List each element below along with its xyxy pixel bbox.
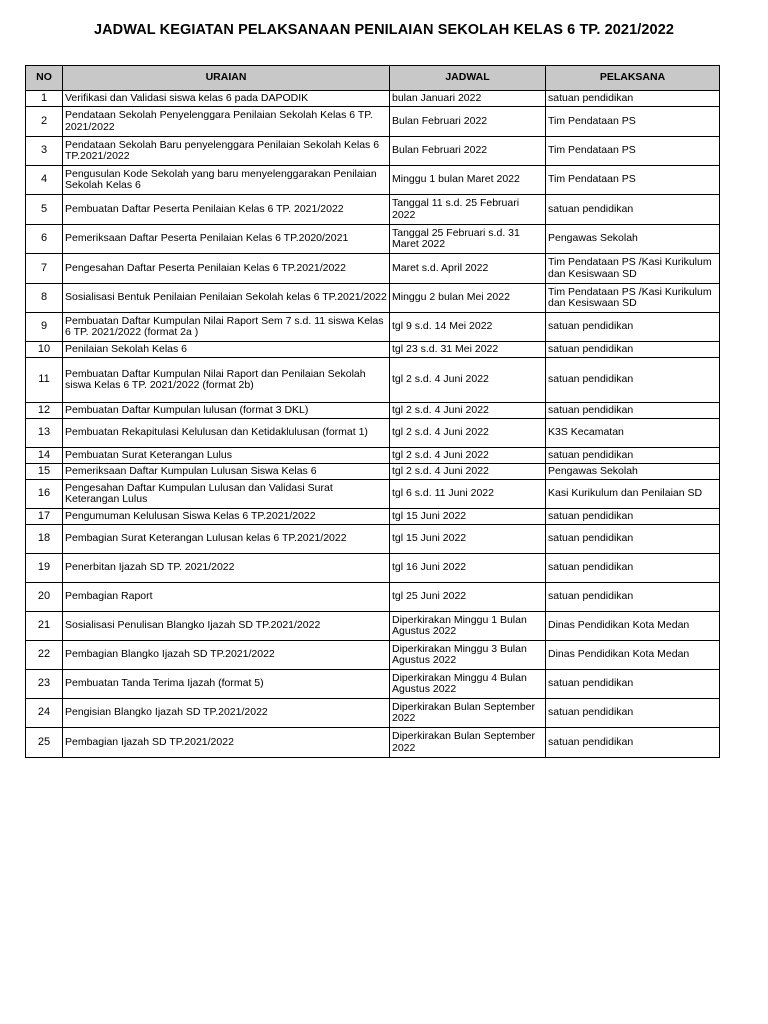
cell-no: 21 xyxy=(26,612,63,641)
cell-uraian: Pembagian Surat Keterangan Lulusan kelas 6 TP.2021/2022 xyxy=(63,525,390,554)
cell-uraian: Penilaian Sekolah Kelas 6 xyxy=(63,342,390,358)
cell-no: 22 xyxy=(26,641,63,670)
cell-no: 1 xyxy=(26,91,63,107)
cell-pelaksana: satuan pendidikan xyxy=(546,342,720,358)
cell-no: 20 xyxy=(26,583,63,612)
cell-uraian: Pembuatan Daftar Kumpulan lulusan (format 3 DKL) xyxy=(63,403,390,419)
table-row xyxy=(26,419,720,448)
cell-no: 8 xyxy=(26,284,63,313)
cell-no: 17 xyxy=(26,509,63,525)
cell-jadwal: tgl 9 s.d. 14 Mei 2022 xyxy=(390,313,546,342)
cell-jadwal: tgl 2 s.d. 4 Juni 2022 xyxy=(390,464,546,480)
cell-jadwal: tgl 15 Juni 2022 xyxy=(390,525,546,554)
cell-jadwal: Minggu 2 bulan Mei 2022 xyxy=(390,284,546,313)
cell-no: 18 xyxy=(26,525,63,554)
cell-uraian: Pembuatan Daftar Kumpulan Nilai Raport dan Penilaian Sekolah siswa Kelas 6 TP. 2021/2022 (format 2b) xyxy=(63,358,390,403)
cell-jadwal: tgl 6 s.d. 11 Juni 2022 xyxy=(390,480,546,509)
table-row xyxy=(26,107,720,137)
cell-pelaksana: Pengawas Sekolah xyxy=(546,464,720,480)
cell-jadwal: tgl 15 Juni 2022 xyxy=(390,509,546,525)
cell-uraian: Pengusulan Kode Sekolah yang baru menyelenggarakan Penilaian Sekolah Kelas 6 xyxy=(63,166,390,195)
table-row xyxy=(26,342,720,358)
cell-no: 15 xyxy=(26,464,63,480)
cell-jadwal: tgl 2 s.d. 4 Juni 2022 xyxy=(390,419,546,448)
cell-no: 7 xyxy=(26,254,63,284)
cell-uraian: Pembagian Raport xyxy=(63,583,390,612)
cell-pelaksana: satuan pendidikan xyxy=(546,509,720,525)
cell-pelaksana: Tim Pendataan PS /Kasi Kurikulum dan Kesiswaan SD xyxy=(546,284,720,313)
table-row xyxy=(26,166,720,195)
cell-pelaksana: Kasi Kurikulum dan Penilaian SD xyxy=(546,480,720,509)
cell-uraian: Pembuatan Daftar Peserta Penilaian Kelas 6 TP. 2021/2022 xyxy=(63,195,390,225)
cell-jadwal: Tanggal 11 s.d. 25 Februari 2022 xyxy=(390,195,546,225)
cell-no: 11 xyxy=(26,358,63,403)
header-jadwal: JADWAL xyxy=(390,66,546,91)
cell-jadwal: tgl 23 s.d. 31 Mei 2022 xyxy=(390,342,546,358)
header-no: NO xyxy=(26,66,63,91)
cell-pelaksana: satuan pendidikan xyxy=(546,91,720,107)
cell-jadwal: Tanggal 25 Februari s.d. 31 Maret 2022 xyxy=(390,225,546,254)
cell-pelaksana: satuan pendidikan xyxy=(546,583,720,612)
table-row xyxy=(26,509,720,525)
cell-jadwal: tgl 2 s.d. 4 Juni 2022 xyxy=(390,448,546,464)
cell-pelaksana: Pengawas Sekolah xyxy=(546,225,720,254)
document-title: JADWAL KEGIATAN PELAKSANAAN PENILAIAN SEKOLAH KELAS 6 TP. 2021/2022 xyxy=(93,22,675,38)
cell-jadwal: Maret s.d. April 2022 xyxy=(390,254,546,284)
cell-uraian: Pemeriksaan Daftar Peserta Penilaian Kelas 6 TP.2020/2021 xyxy=(63,225,390,254)
table-row xyxy=(26,525,720,554)
schedule-table xyxy=(25,65,720,758)
cell-uraian: Pembuatan Rekapitulasi Kelulusan dan Ketidaklulusan (format 1) xyxy=(63,419,390,448)
cell-no: 23 xyxy=(26,670,63,699)
table-row xyxy=(26,583,720,612)
header-uraian: URAIAN xyxy=(63,66,390,91)
table-row xyxy=(26,225,720,254)
cell-pelaksana: Tim Pendataan PS xyxy=(546,166,720,195)
cell-uraian: Pembuatan Tanda Terima Ijazah (format 5) xyxy=(63,670,390,699)
cell-jadwal: tgl 25 Juni 2022 xyxy=(390,583,546,612)
table-row xyxy=(26,254,720,284)
table-row xyxy=(26,554,720,583)
table-row xyxy=(26,448,720,464)
cell-pelaksana: satuan pendidikan xyxy=(546,699,720,728)
table-row xyxy=(26,464,720,480)
cell-jadwal: bulan Januari 2022 xyxy=(390,91,546,107)
cell-jadwal: Minggu 1 bulan Maret 2022 xyxy=(390,166,546,195)
cell-uraian: Verifikasi dan Validasi siswa kelas 6 pada DAPODIK xyxy=(63,91,390,107)
cell-uraian: Pendataan Sekolah Penyelenggara Penilaian Sekolah Kelas 6 TP. 2021/2022 xyxy=(63,107,390,137)
cell-uraian: Penerbitan Ijazah SD TP. 2021/2022 xyxy=(63,554,390,583)
cell-pelaksana: Tim Pendataan PS /Kasi Kurikulum dan Kesiswaan SD xyxy=(546,254,720,284)
cell-jadwal: tgl 2 s.d. 4 Juni 2022 xyxy=(390,358,546,403)
table-row xyxy=(26,699,720,728)
cell-uraian: Pengesahan Daftar Peserta Penilaian Kelas 6 TP.2021/2022 xyxy=(63,254,390,284)
cell-jadwal: tgl 16 Juni 2022 xyxy=(390,554,546,583)
cell-jadwal: Diperkirakan Bulan September 2022 xyxy=(390,728,546,758)
cell-no: 5 xyxy=(26,195,63,225)
cell-uraian: Pembuatan Daftar Kumpulan Nilai Raport Sem 7 s.d. 11 siswa Kelas 6 TP. 2021/2022 (format 2a ) xyxy=(63,313,390,342)
cell-no: 16 xyxy=(26,480,63,509)
table-row xyxy=(26,284,720,313)
cell-pelaksana: Tim Pendataan PS xyxy=(546,107,720,137)
table-row xyxy=(26,91,720,107)
cell-no: 4 xyxy=(26,166,63,195)
cell-no: 13 xyxy=(26,419,63,448)
cell-jadwal: Bulan Februari 2022 xyxy=(390,137,546,166)
cell-pelaksana: satuan pendidikan xyxy=(546,728,720,758)
cell-uraian: Pengisian Blangko Ijazah SD TP.2021/2022 xyxy=(63,699,390,728)
cell-no: 6 xyxy=(26,225,63,254)
cell-pelaksana: satuan pendidikan xyxy=(546,670,720,699)
cell-uraian: Pengumuman Kelulusan Siswa Kelas 6 TP.2021/2022 xyxy=(63,509,390,525)
header-pelaksana: PELAKSANA xyxy=(546,66,720,91)
table-row xyxy=(26,403,720,419)
cell-pelaksana: Dinas Pendidikan Kota Medan xyxy=(546,641,720,670)
cell-uraian: Pengesahan Daftar Kumpulan Lulusan dan Validasi Surat Keterangan Lulus xyxy=(63,480,390,509)
cell-no: 25 xyxy=(26,728,63,758)
cell-pelaksana: satuan pendidikan xyxy=(546,358,720,403)
cell-jadwal: Bulan Februari 2022 xyxy=(390,107,546,137)
table-row xyxy=(26,670,720,699)
cell-jadwal: Diperkirakan Bulan September 2022 xyxy=(390,699,546,728)
cell-uraian: Sosialisasi Bentuk Penilaian Penilaian Sekolah kelas 6 TP.2021/2022 xyxy=(63,284,390,313)
table-row xyxy=(26,728,720,758)
cell-no: 14 xyxy=(26,448,63,464)
table-row xyxy=(26,137,720,166)
table-header-row xyxy=(26,66,720,91)
cell-uraian: Pemeriksaan Daftar Kumpulan Lulusan Siswa Kelas 6 xyxy=(63,464,390,480)
table-row xyxy=(26,313,720,342)
table-row xyxy=(26,641,720,670)
table-row xyxy=(26,612,720,641)
cell-pelaksana: satuan pendidikan xyxy=(546,525,720,554)
cell-pelaksana: satuan pendidikan xyxy=(546,403,720,419)
cell-jadwal: Diperkirakan Minggu 3 Bulan Agustus 2022 xyxy=(390,641,546,670)
cell-pelaksana: K3S Kecamatan xyxy=(546,419,720,448)
cell-no: 3 xyxy=(26,137,63,166)
table-row xyxy=(26,480,720,509)
cell-pelaksana: satuan pendidikan xyxy=(546,448,720,464)
cell-uraian: Pembuatan Surat Keterangan Lulus xyxy=(63,448,390,464)
table-row xyxy=(26,195,720,225)
cell-pelaksana: satuan pendidikan xyxy=(546,313,720,342)
cell-jadwal: Diperkirakan Minggu 1 Bulan Agustus 2022 xyxy=(390,612,546,641)
cell-no: 2 xyxy=(26,107,63,137)
cell-pelaksana: Tim Pendataan PS xyxy=(546,137,720,166)
cell-uraian: Sosialisasi Penulisan Blangko Ijazah SD TP.2021/2022 xyxy=(63,612,390,641)
cell-jadwal: tgl 2 s.d. 4 Juni 2022 xyxy=(390,403,546,419)
cell-no: 24 xyxy=(26,699,63,728)
cell-no: 12 xyxy=(26,403,63,419)
cell-uraian: Pendataan Sekolah Baru penyelenggara Penilaian Sekolah Kelas 6 TP.2021/2022 xyxy=(63,137,390,166)
table-row xyxy=(26,358,720,403)
cell-uraian: Pembagian Ijazah SD TP.2021/2022 xyxy=(63,728,390,758)
cell-no: 9 xyxy=(26,313,63,342)
cell-pelaksana: satuan pendidikan xyxy=(546,195,720,225)
cell-no: 10 xyxy=(26,342,63,358)
cell-pelaksana: satuan pendidikan xyxy=(546,554,720,583)
cell-no: 19 xyxy=(26,554,63,583)
cell-jadwal: Diperkirakan Minggu 4 Bulan Agustus 2022 xyxy=(390,670,546,699)
cell-uraian: Pembagian Blangko Ijazah SD TP.2021/2022 xyxy=(63,641,390,670)
cell-pelaksana: Dinas Pendidikan Kota Medan xyxy=(546,612,720,641)
